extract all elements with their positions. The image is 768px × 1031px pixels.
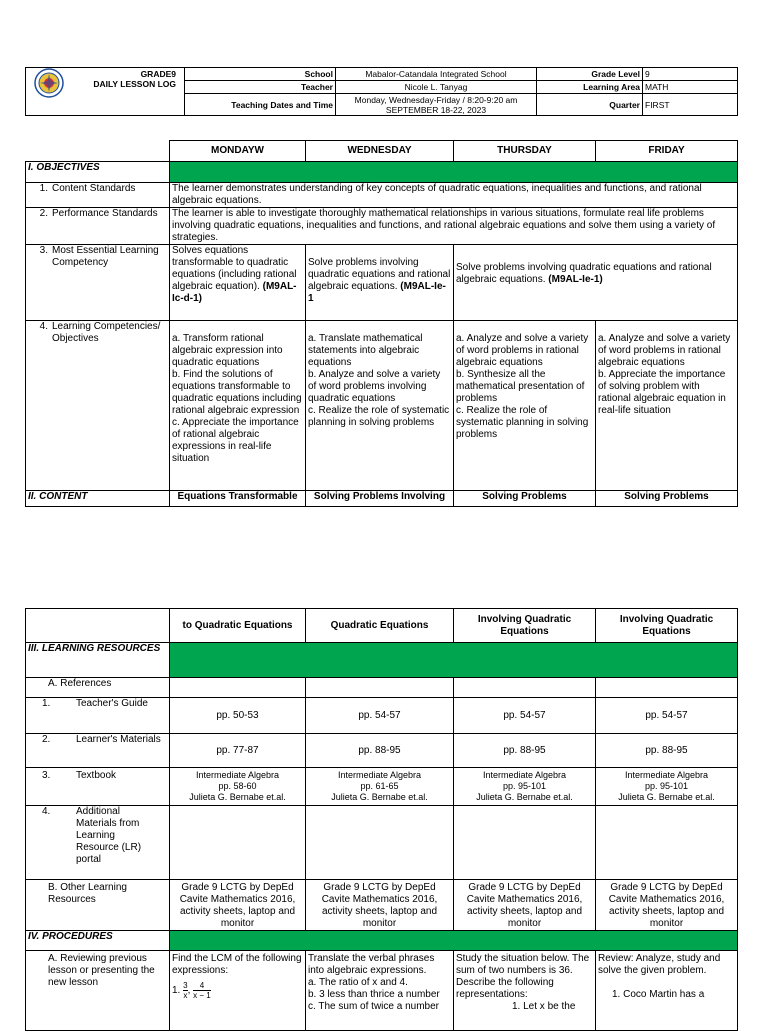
tb-mon-pages: pp. 58-60 <box>218 781 257 791</box>
quarter-label: Quarter <box>537 94 643 116</box>
log-title: DAILY LESSON LOG <box>93 79 176 89</box>
learners-materials-label <box>26 734 170 768</box>
lesson-table-page1 <box>25 140 738 507</box>
textbook-label <box>26 768 170 806</box>
proc-thursday <box>454 951 596 1031</box>
proc-wed-intro: Translate the verbal phrases into algebraic expressions. <box>308 953 435 976</box>
proc-friday <box>596 951 738 1031</box>
references-label <box>26 678 170 698</box>
textbook-friday <box>596 768 738 806</box>
content-standards-num: 1. <box>39 183 48 194</box>
learning-area-value: MATH <box>643 81 738 94</box>
proc-mon-item: 1. $\frac{3}{x}$ , $\frac{4}{x - 1}$ <box>172 981 211 1000</box>
learners-materials-num: 2. <box>42 734 51 745</box>
proc-fri-intro: Review: Analyze, study and solve the given problem. <box>598 953 721 976</box>
blank-corner-cell <box>26 141 170 162</box>
grade-level-value: 9 <box>643 68 738 81</box>
am-monday <box>170 806 306 880</box>
procedures-green-bar <box>170 931 738 951</box>
fraction-4-over-x-1 <box>193 981 211 1000</box>
other-resources-text: B. Other Learning Resources <box>48 882 127 905</box>
melc-wednesday <box>306 245 454 321</box>
additional-materials-text: Additional Materials from Learning Resource (LR) portal <box>76 806 142 865</box>
lm-wednesday: pp. 88-95 <box>306 734 454 768</box>
blank-corner-cell-2 <box>26 609 170 643</box>
performance-standards-num: 2. <box>39 208 48 219</box>
school-label: School <box>185 68 336 81</box>
tb-thu-pages: pp. 95-101 <box>502 781 547 791</box>
quarter-value: FIRST <box>643 94 738 116</box>
melc-thu-fri-text: Solve problems involving quadratic equations and rational algebraic equations. <box>456 262 712 285</box>
textbook-monday <box>170 768 306 806</box>
references-wed <box>306 678 454 698</box>
resources-green-bar <box>170 643 738 678</box>
tb-fri-author: Julieta G. Bernabe et.al. <box>618 792 715 802</box>
tb-mon-author: Julieta G. Bernabe et.al. <box>189 792 286 802</box>
objectives-green-bar <box>170 162 738 183</box>
am-wednesday <box>306 806 454 880</box>
content-standards-text: Content Standards <box>52 183 136 194</box>
lc-thursday: a. Analyze and solve a variety of word problems in rational algebraic equations b. Synthesize all the mathematical presentation of problems c. Realize the role of systematic planning in solving problems <box>454 321 596 491</box>
other-monday: Grade 9 LCTG by DepEd Cavite Mathematics 2016, activity sheets, laptop and monitor <box>170 880 306 931</box>
section-procedures: IV. PROCEDURES <box>26 931 170 951</box>
content-standards-label <box>26 183 170 208</box>
tb-thu-author: Julieta G. Bernabe et.al. <box>476 792 573 802</box>
content-friday-part1: Solving Problems <box>596 491 738 507</box>
melc-thu-fri-code: (M9AL-Ie-1) <box>548 274 603 285</box>
tb-thu-title: Intermediate Algebra <box>482 770 567 780</box>
section-learning-resources: III. LEARNING RESOURCES <box>26 643 170 678</box>
performance-standards-text: Performance Standards <box>52 208 158 219</box>
references-mon <box>170 678 306 698</box>
melc-text: Most Essential Learning Competency <box>52 245 159 268</box>
tg-wednesday: pp. 54-57 <box>306 698 454 734</box>
melc-wednesday-code: (M9AL-Ie-1 <box>308 281 446 304</box>
melc-thu-fri <box>454 245 738 321</box>
tb-wed-pages: pp. 61-65 <box>360 781 399 791</box>
school-value: Mabalor-Catandala Integrated School <box>336 68 537 81</box>
header-title-cell <box>26 68 185 116</box>
day-header-thursday: THURSDAY <box>454 141 596 162</box>
lm-friday: pp. 88-95 <box>596 734 738 768</box>
textbook-num: 3. <box>42 770 51 781</box>
header-table <box>25 67 738 116</box>
dates-value-line1: Monday, Wednesday-Friday / 8:20-9:20 am <box>354 94 518 105</box>
proc-thu-intro: Study the situation below. The sum of two numbers is 36. Describe the following representations: <box>456 953 590 1000</box>
other-wednesday: Grade 9 LCTG by DepEd Cavite Mathematics 2016, activity sheets, laptop and monitor <box>306 880 454 931</box>
teacher-label: Teacher <box>185 81 336 94</box>
proc-mon-intro: Find the LCM of the following expressions: <box>172 953 302 976</box>
learning-competencies-label <box>26 321 170 491</box>
proc-wednesday <box>306 951 454 1031</box>
tb-fri-pages: pp. 95-101 <box>644 781 689 791</box>
references-text: A. References <box>48 678 112 689</box>
melc-num: 3. <box>39 245 48 256</box>
references-thu <box>454 678 596 698</box>
section-content: II. CONTENT <box>26 491 170 507</box>
frac1-den: x <box>183 991 188 1000</box>
tg-thursday: pp. 54-57 <box>454 698 596 734</box>
day-header-wednesday: WEDNESDAY <box>306 141 454 162</box>
additional-materials-label <box>26 806 170 880</box>
lm-monday: pp. 77-87 <box>170 734 306 768</box>
am-thursday <box>454 806 596 880</box>
proc-fri-1: 1. Coco Martin has a <box>612 989 705 1000</box>
dates-value-line2: SEPTEMBER 18-22, 2023 <box>385 104 487 115</box>
frac1-num: 3 <box>183 981 188 990</box>
reviewing-text: A. Reviewing previous lesson or presenting the new lesson <box>48 953 155 988</box>
content-standards-value: The learner demonstrates understanding of key concepts of quadratic equations, inequalities and functions, and rational algebraic equations. <box>170 183 738 208</box>
textbook-text: Textbook <box>76 770 117 781</box>
frac2-num: 4 <box>193 981 211 991</box>
melc-monday <box>170 245 306 321</box>
melc-wednesday-text: Solve problems involving quadratic equations and rational algebraic equations. <box>308 257 451 292</box>
lc-monday: a. Transform rational algebraic expression into quadratic equations b. Find the solutions of equations transformable to quadratic equations including rational algebraic expression c. Appreciate the importance of rational algebraic expressions in real-life situation <box>170 321 306 491</box>
other-resources-label <box>26 880 170 931</box>
other-thursday: Grade 9 LCTG by DepEd Cavite Mathematics 2016, activity sheets, laptop and monitor <box>454 880 596 931</box>
section-objectives: I. OBJECTIVES <box>26 162 170 183</box>
grade-title: GRADE9 <box>140 69 176 79</box>
proc-wed-a: a. The ratio of x and 4. <box>308 977 408 988</box>
fraction-3-over-x <box>183 981 187 1000</box>
additional-materials-num: 4. <box>42 806 51 817</box>
teachers-guide-label <box>26 698 170 734</box>
tb-mon-title: Intermediate Algebra <box>195 770 280 780</box>
reviewing-label <box>26 951 170 1031</box>
melc-monday-code: (M9AL-Ic-d-1) <box>172 281 297 304</box>
content-thursday-part2: Involving Quadratic Equations <box>454 609 596 643</box>
content-monday-part2: to Quadratic Equations <box>170 609 306 643</box>
learners-materials-text: Learner's Materials <box>76 734 161 745</box>
tg-friday: pp. 54-57 <box>596 698 738 734</box>
proc-mon-item-num: 1. <box>172 985 181 997</box>
content-wednesday-part1: Solving Problems Involving <box>306 491 454 507</box>
learning-competencies-num: 4. <box>39 321 48 332</box>
lesson-table-page2 <box>25 608 738 1031</box>
teacher-value: Nicole L. Tanyag <box>336 81 537 94</box>
content-thursday-part1: Solving Problems <box>454 491 596 507</box>
content-monday-part1: Equations Transformable <box>170 491 306 507</box>
content-friday-part2: Involving Quadratic Equations <box>596 609 738 643</box>
tg-monday: pp. 50-53 <box>170 698 306 734</box>
melc-monday-text: Solves equations transformable to quadratic equations (including rational algebraic equation). <box>172 245 297 292</box>
lc-wednesday: a. Translate mathematical statements into algebraic equations b. Analyze and solve a variety of word problems involving quadratic equations c. Realize the role of systematic planning in solving problems <box>306 321 454 491</box>
lc-friday: a. Analyze and solve a variety of word problems in rational algebraic equations b. Appreciate the importance of solving problem with rational algebraic equation in real-life situation <box>596 321 738 491</box>
day-header-friday: FRIDAY <box>596 141 738 162</box>
textbook-thursday <box>454 768 596 806</box>
proc-thu-1: 1. Let x be the <box>512 1001 576 1012</box>
teachers-guide-text: Teacher's Guide <box>76 698 148 709</box>
proc-wed-c: c. The sum of twice a number <box>308 1001 439 1012</box>
lm-thursday: pp. 88-95 <box>454 734 596 768</box>
day-header-monday: MONDAYW <box>170 141 306 162</box>
teachers-guide-num: 1. <box>42 698 51 709</box>
tb-wed-author: Julieta G. Bernabe et.al. <box>331 792 428 802</box>
grade-level-label: Grade Level <box>537 68 643 81</box>
dates-label: Teaching Dates and Time <box>185 94 336 116</box>
tb-fri-title: Intermediate Algebra <box>624 770 709 780</box>
frac2-den: x − 1 <box>193 991 211 1000</box>
dates-value <box>336 94 537 116</box>
proc-wed-b: b. 3 less than thrice a number <box>308 989 440 1000</box>
am-friday <box>596 806 738 880</box>
textbook-wednesday <box>306 768 454 806</box>
performance-standards-label <box>26 208 170 245</box>
melc-label <box>26 245 170 321</box>
other-friday: Grade 9 LCTG by DepEd Cavite Mathematics 2016, activity sheets, laptop and monitor <box>596 880 738 931</box>
tb-wed-title: Intermediate Algebra <box>337 770 422 780</box>
performance-standards-value: The learner is able to investigate thoroughly mathematical relationships in various situations, formulate real life problems involving quadratic equations, inequalities and functions, and rational algebraic equations and solve them using a variety of strategies. <box>170 208 738 245</box>
learning-competencies-text: Learning Competencies/ Objectives <box>52 321 161 344</box>
proc-monday <box>170 951 306 1031</box>
content-wednesday-part2: Quadratic Equations <box>306 609 454 643</box>
references-fri <box>596 678 738 698</box>
learning-area-label: Learning Area <box>537 81 643 94</box>
